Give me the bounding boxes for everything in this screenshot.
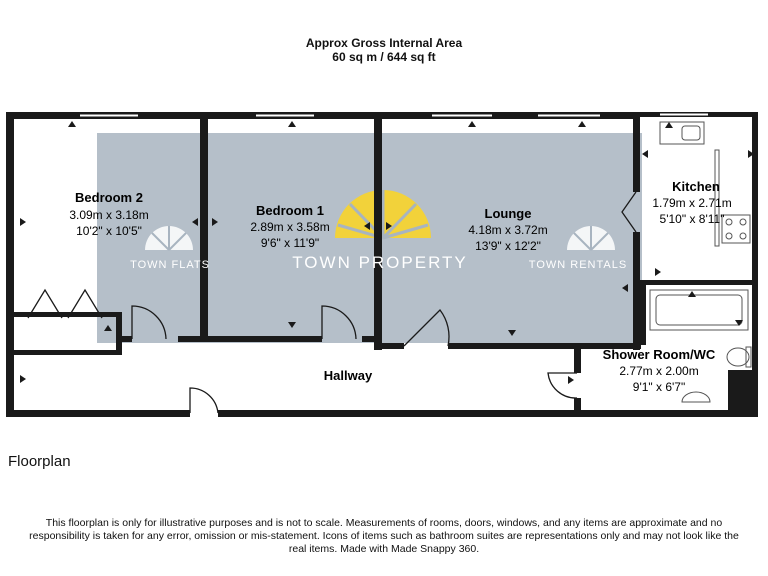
room-imperial: 10'2" x 10'5"	[76, 224, 142, 238]
room-metric: 2.77m x 2.00m	[619, 364, 699, 378]
watermark-left: TOWN FLATS	[130, 259, 210, 271]
room-bedroom-2	[69, 190, 148, 238]
room-imperial: 13'9" x 12'2"	[475, 239, 541, 253]
room-name: Bedroom 2	[75, 190, 143, 205]
room-name: Lounge	[484, 206, 532, 221]
area-value: 60 sq m / 644 sq ft	[332, 50, 436, 64]
area-title: Approx Gross Internal Area	[305, 36, 463, 50]
room-bedroom-1	[250, 203, 329, 250]
room-shower	[603, 347, 716, 394]
room-name: Shower Room/WC	[602, 347, 716, 362]
room-name: Kitchen	[672, 179, 720, 194]
room-kitchen	[652, 179, 731, 226]
room-name: Hallway	[323, 368, 373, 383]
floorplan-caption: Floorplan	[8, 453, 71, 470]
disclaimer: This floorplan is only for illustrative purposes and is not to scale. Measurements of rooms, doors, windows, and any items are approximate and no responsibility is taken for any error, omission or mis-statement. Icons of items such as bathroom suites are representations only and may not look like the real items. Made with Made Snappy 360.	[29, 517, 739, 555]
room-metric: 1.79m x 2.71m	[652, 196, 732, 210]
room-hallway	[324, 368, 373, 383]
room-imperial: 9'6" x 11'9"	[260, 236, 320, 250]
watermark-right: TOWN RENTALS	[528, 259, 628, 271]
room-imperial: 9'1" x 6'7"	[632, 380, 686, 394]
room-metric: 2.89m x 3.58m	[250, 220, 330, 234]
watermark-main: TOWN PROPERTY	[292, 253, 468, 272]
room-metric: 4.18m x 3.72m	[468, 223, 548, 237]
room-imperial: 5'10" x 8'11"	[659, 212, 725, 226]
room-metric: 3.09m x 3.18m	[69, 208, 149, 222]
room-name: Bedroom 1	[256, 203, 324, 218]
